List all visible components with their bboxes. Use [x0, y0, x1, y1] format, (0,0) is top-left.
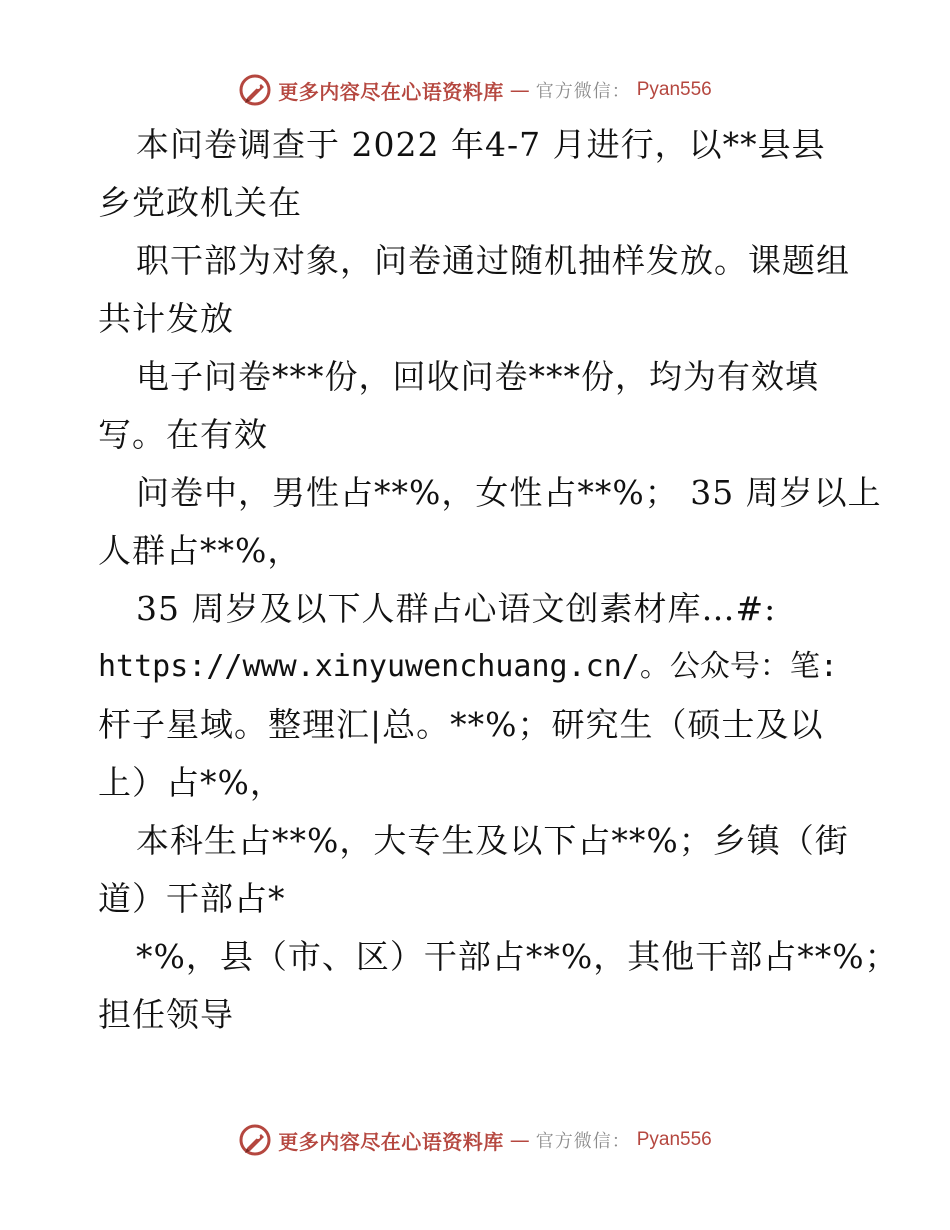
paragraph-line: 本问卷调查于 2022 年4-7 月进行，以**县县 [136, 125, 826, 164]
banner-main-text: 更多内容尽在心语资料库 [278, 1129, 504, 1154]
footer-watermark [0, 1120, 950, 1160]
paragraph-line: 职干部为对象，问卷通过随机抽样发放。课题组 [136, 241, 850, 280]
paragraph-line: 人群占**%， [98, 531, 302, 570]
paragraph-line: 问卷中，男性占**%，女性占**%； 35 周岁以上 [136, 473, 882, 512]
header-watermark [0, 70, 950, 110]
paragraph-line: *%，县（市、区）干部占**%，其他干部占**%； [136, 937, 899, 976]
banner-dash: — [509, 78, 530, 102]
banner-label: 官方微信： [535, 1131, 631, 1152]
paragraph-line: 担任领导 [98, 995, 234, 1034]
pen-logo-icon [238, 73, 272, 107]
paragraph-line: 道）干部占* [98, 879, 286, 918]
paragraph-line: 共计发放 [98, 299, 234, 338]
banner-wechat-id: Pyan556 [636, 1129, 712, 1150]
paragraph-line: 电子问卷***份，回收问卷***份，均为有效填 [136, 357, 819, 396]
paragraph-line: 乡党政机关在 [98, 183, 302, 222]
paragraph-line: 35 周岁及以下人群占心语文创素材库…#: [136, 589, 777, 628]
paragraph-line: 上）占*%， [98, 763, 284, 802]
paragraph-line: 杆子星域。整理汇|总。**%；研究生（硕士及以 [98, 705, 824, 744]
pen-logo-icon [238, 1123, 272, 1157]
document-body [98, 116, 899, 1044]
paragraph-line: https://www.xinyuwenchuang.cn/。公众号：笔: [98, 649, 838, 684]
banner-wechat-id: Pyan556 [636, 79, 712, 100]
banner-dash: — [509, 1128, 530, 1152]
banner-label: 官方微信： [535, 81, 631, 102]
paragraph-line: 本科生占**%，大专生及以下占**%；乡镇（街 [136, 821, 849, 860]
paragraph-line: 写。在有效 [98, 415, 268, 454]
banner-main-text: 更多内容尽在心语资料库 [278, 79, 504, 104]
